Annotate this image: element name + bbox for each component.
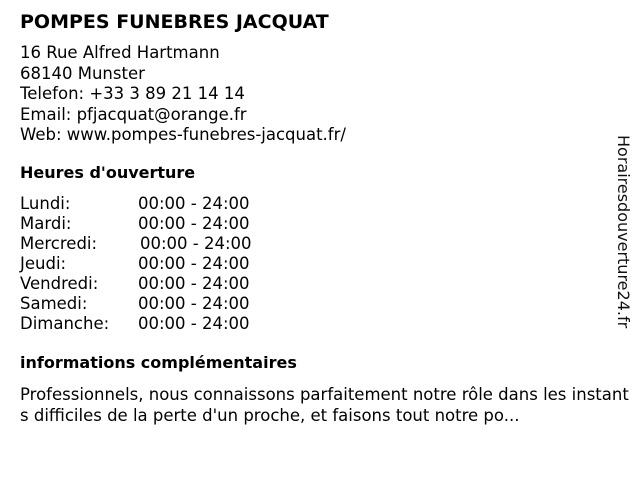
phone-text: Telefon: +33 3 89 21 14 14 — [20, 84, 245, 103]
day-label: Mardi: — [20, 214, 72, 233]
website-text: Web: www.pompes-funebres-jacquat.fr/ — [20, 125, 346, 144]
day-label: Samedi: — [20, 294, 88, 313]
day-label: Vendredi: — [20, 274, 99, 293]
time-range: 00:00 - 24:00 — [138, 274, 250, 293]
time-range: 00:00 - 24:00 — [138, 314, 250, 333]
time-range: 00:00 - 24:00 — [140, 234, 252, 253]
brand-watermark: Horairesdouverture24.fr — [614, 135, 633, 329]
day-label: Mercredi: — [20, 234, 98, 253]
time-range: 00:00 - 24:00 — [138, 214, 250, 233]
info-description: Professionnels, nous connaissons parfaitement notre rôle dans les instants difficiles de la perte d'un proche, et faisons tout notre po... — [20, 385, 629, 425]
info-heading: informations complémentaires — [20, 353, 297, 372]
hours-heading: Heures d'ouverture — [20, 163, 196, 182]
time-range: 00:00 - 24:00 — [138, 194, 250, 213]
address-city: 68140 Munster — [20, 63, 145, 83]
day-label: Dimanche: — [20, 314, 110, 333]
address-street: 16 Rue Alfred Hartmann — [20, 43, 220, 62]
business-name: POMPES FUNEBRES JACQUAT — [20, 11, 329, 33]
contact-block — [20, 43, 346, 146]
time-range: 00:00 - 24:00 — [138, 294, 250, 313]
day-label: Jeudi: — [20, 254, 67, 273]
day-label: Lundi: — [20, 194, 71, 213]
time-range: 00:00 - 24:00 — [138, 254, 250, 273]
email-text: Email: pfjacquat@orange.fr — [20, 104, 247, 124]
